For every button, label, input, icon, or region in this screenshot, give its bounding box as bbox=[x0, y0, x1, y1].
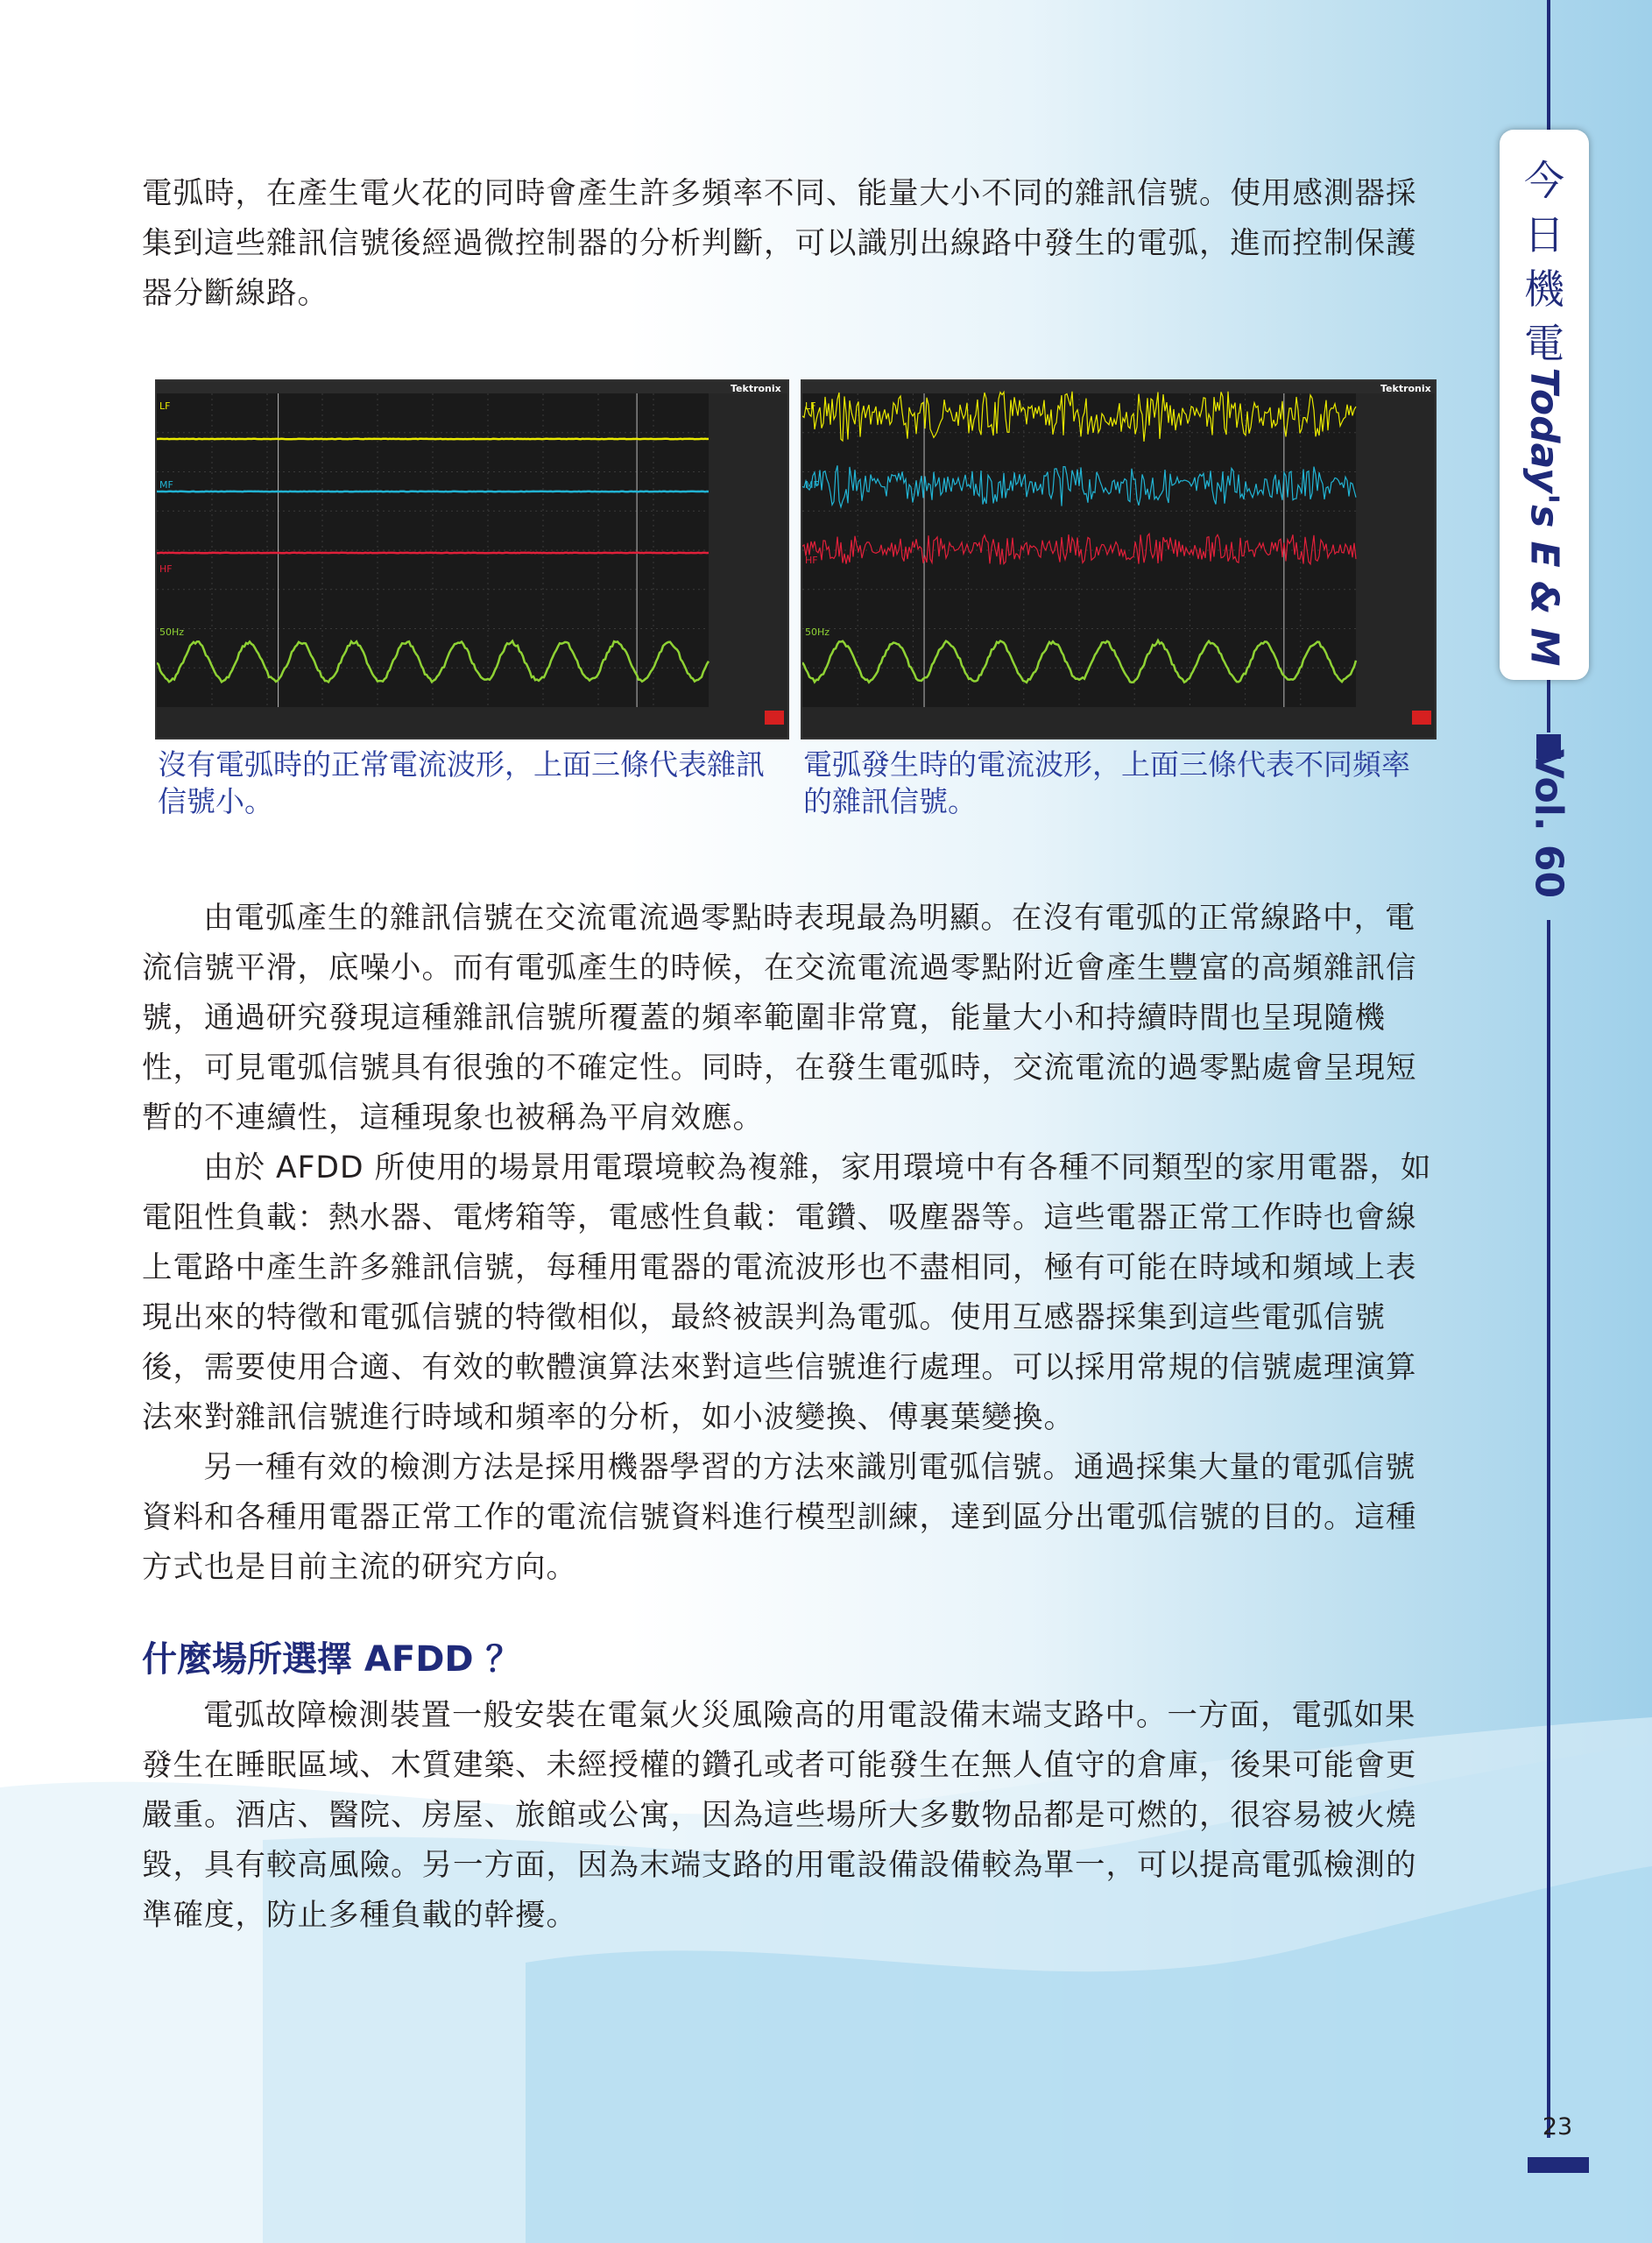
mag-char: 電 bbox=[1524, 320, 1564, 367]
scope-brand: Tektronix bbox=[1380, 383, 1431, 394]
magazine-english-title: Today's E & M bbox=[1521, 367, 1567, 667]
scope-status-bar bbox=[157, 707, 787, 738]
channel-label-hf: HF bbox=[159, 563, 173, 575]
scope-run-indicator bbox=[1412, 711, 1431, 725]
oscilloscope-figure-left bbox=[155, 379, 789, 739]
channel-label-50hz: 50Hz bbox=[159, 626, 185, 638]
body-paragraph: 另一種有效的檢測方法是採用機器學習的方法來識別電弧信號。通過採集大量的電弧信號資料和各種用電器正常工作的電流信號資料進行模型訓練，達到區分出電弧信號的目的。這種方式也是目前主流的研究方向。 bbox=[142, 1450, 1417, 1585]
channel-label-mf: MF bbox=[159, 479, 173, 491]
figure-right-caption: 電弧發生時的電流波形，上面三條代表不同頻率的雜訊信號。 bbox=[803, 747, 1410, 818]
mag-char: 日 bbox=[1524, 211, 1564, 258]
page-number-bar bbox=[1528, 2157, 1589, 2173]
trace-mf bbox=[802, 465, 1356, 507]
channel-label-mf: MF bbox=[805, 479, 819, 491]
body-paragraph: 由電弧產生的雜訊信號在交流電流過零點時表現最為明顯。在沒有電弧的正常線路中，電流信號平滑，底噪小。而有電弧產生的時候，在交流電流過零點附近會產生豐富的高頻雜訊信號，通過研究發現這種雜訊信號所覆蓋的頻率範圍非常寬，能量大小和持續時間也呈現隨機性，可見電弧信號具有很強的不確定性。同時，在發生電弧時，交流電流的過零點處會呈現短暫的不連續性，這種現象也被稱為平肩效應。 bbox=[142, 901, 1417, 1136]
page-number: 23 bbox=[1542, 2113, 1573, 2140]
scope-side-panel bbox=[1356, 393, 1435, 738]
mag-char: 今 bbox=[1524, 157, 1564, 204]
mag-char: 機 bbox=[1524, 265, 1564, 313]
channel-label-lf: LF bbox=[159, 400, 171, 412]
sidebar-rule-bottom bbox=[1547, 920, 1550, 2138]
sidebar-rule-top bbox=[1547, 0, 1550, 130]
scope-brand: Tektronix bbox=[731, 383, 781, 394]
scope-status-bar bbox=[802, 707, 1435, 738]
scope-side-panel bbox=[709, 393, 787, 738]
section-paragraph: 電弧故障檢測裝置一般安裝在電氣火災風險高的用電設備末端支路中。一方面，電弧如果發生在睡眠區域、木質建築、未經授權的鑽孔或者可能發生在無人值守的倉庫，後果可能會更嚴重。酒店、醫院、房屋、旅館或公寓，因為這些場所大多數物品都是可燃的，很容易被火燒毀，具有較高風險。另一方面，因為末端支路的用電設備設備較為單一，可以提高電弧檢測的準確度，防止多種負載的幹擾。 bbox=[142, 1698, 1417, 1933]
channel-label-50hz: 50Hz bbox=[805, 626, 830, 638]
intro-paragraph: 電弧時，在產生電火花的同時會產生許多頻率不同、能量大小不同的雜訊信號。使用感測器採集到這些雜訊信號後經過微控制器的分析判斷，可以識別出線路中發生的電弧，進而控制保護器分斷線路。 bbox=[142, 176, 1417, 311]
volume-label: Vol. 60 bbox=[1526, 748, 1571, 899]
scope-menu-bar bbox=[157, 381, 787, 393]
channel-label-lf: LF bbox=[805, 400, 816, 412]
trace-hf bbox=[802, 534, 1356, 564]
scope-menu-bar bbox=[802, 381, 1435, 393]
sidebar-rule-middle bbox=[1547, 680, 1550, 732]
body-paragraph: 由於 AFDD 所使用的場景用電環境較為複雜，家用環境中有各種不同類型的家用電器，如電阻性負載：熱水器、電烤箱等，電感性負載：電鑽、吸塵器等。這些電器正常工作時也會線上電路中產生許多雜訊信號，每種用電器的電流波形也不盡相同，極有可能在時域和頻域上表現出來的特徵和電弧信號的特徵相似，最終被誤判為電弧。使用互感器採集到這些電弧信號後，需要使用合適、有效的軟體演算法來對這些信號進行處理。可以採用常規的信號處理演算法來對雜訊信號進行時域和頻率的分析，如小波變換、傅裏葉變換。 bbox=[142, 1150, 1432, 1435]
channel-label-hf: HF bbox=[805, 555, 818, 566]
figure-left-caption: 沒有電弧時的正常電流波形，上面三條代表雜訊信號小。 bbox=[158, 747, 765, 818]
scope-run-indicator bbox=[765, 711, 784, 725]
section-heading: 什麼場所選擇 AFDD ？ bbox=[142, 1639, 521, 1680]
magazine-tab bbox=[1500, 130, 1589, 680]
oscilloscope-figure-right bbox=[801, 379, 1437, 739]
